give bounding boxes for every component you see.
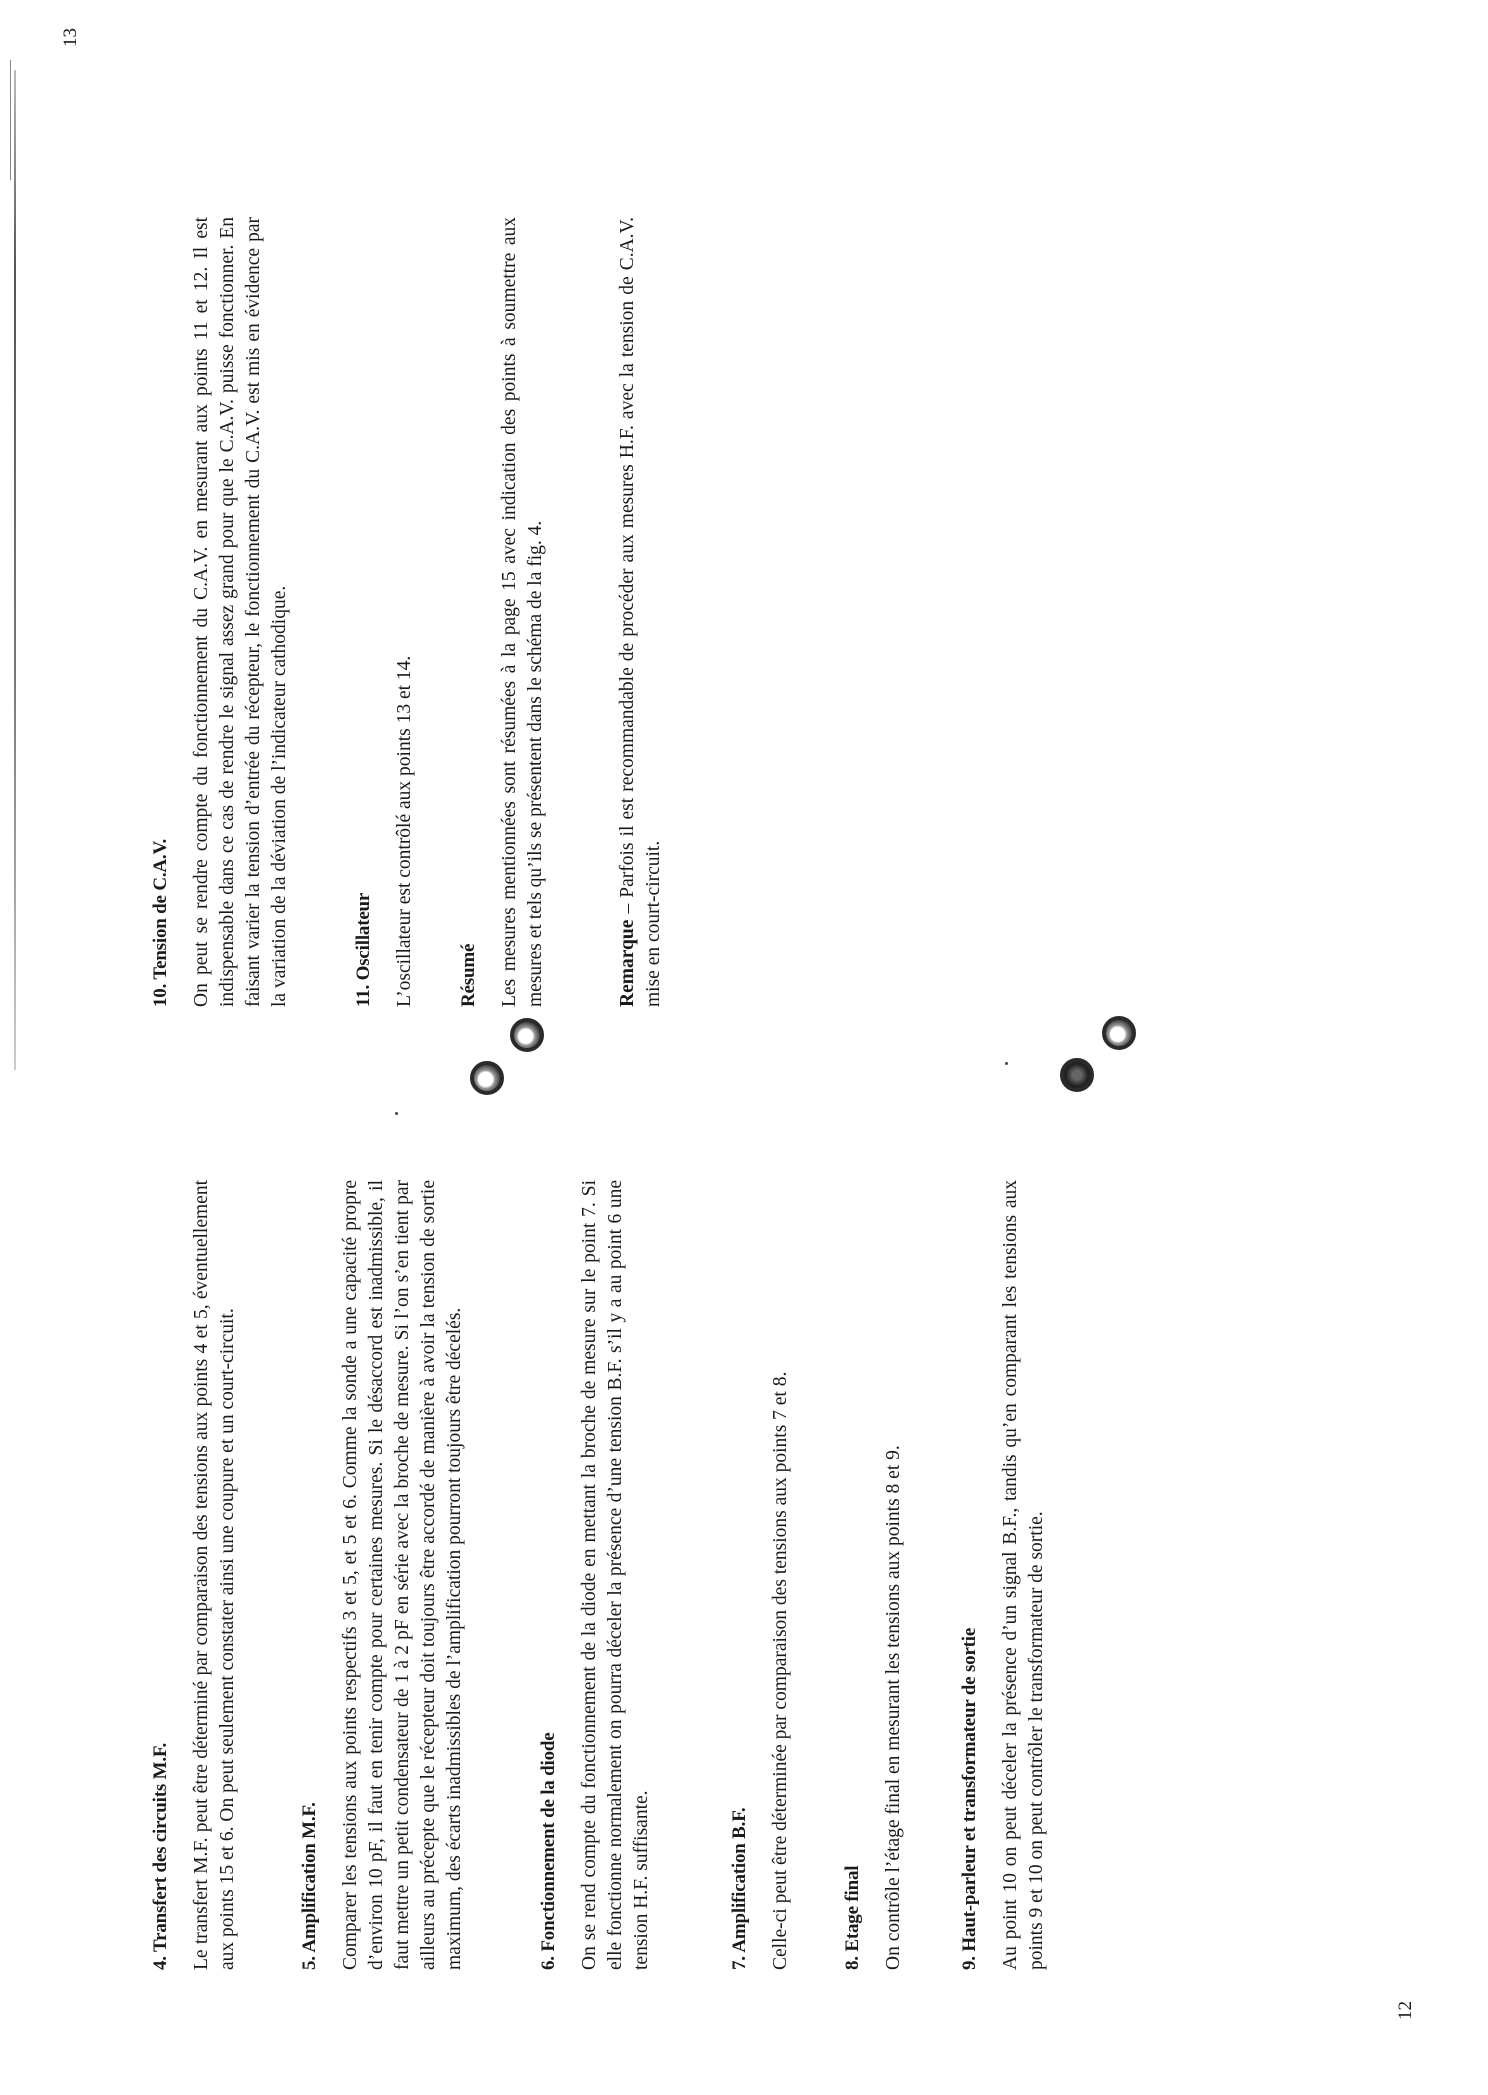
section-6 (538, 1180, 655, 1970)
section-8 (842, 1180, 907, 1970)
section-11-heading: 11. Oscillateur (353, 892, 374, 1007)
section-9 (959, 1180, 1050, 1970)
section-5-heading: 5. Amplification M.F. (299, 1802, 320, 1970)
section-7-text: Celle-ci peut être déterminée par comparaison des tensions aux points 7 et 8. (770, 1371, 791, 1970)
section-4-text: Le transfert M.F. peut être déterminé par comparaison des tensions aux points 4 et 5, éventuellement aux points 15 et 6. On peut seulement constater ainsi une coupure et un court-circuit. (191, 1180, 238, 1970)
section-11 (353, 217, 418, 1007)
page-number-12: 12 (1395, 2001, 1416, 2020)
page-13 (0, 0, 1488, 1047)
section-7-heading: 7. Amplification B.F. (729, 1807, 750, 1970)
section-5-text: Comparer les tensions aux points respectifs 3 et 5, et 5 et 6. Comme la sonde a une capacité propre d’environ 10 pF, il faut en tenir compte pour certaines mesures. Si le désaccord est inadmissible, il faut mettre un petit condensateur de 1 à 2 pF en série avec la broche de mesure. Si l’on s’en tient par ailleurs au précepte que le récepteur doit toujours être accordé de manière à avoir la tension de sortie maximum, des écarts inadmissibles de l’amplification pourront toujours être décelés. (340, 1180, 465, 1970)
remarque-text: – Parfois il est recommandable de procéder aux mesures H.F. avec la tension de C.A.V. mise en court-circuit. (617, 217, 664, 1007)
resume-text: Les mesures mentionnées sont résumées à la page 15 avec indication des points à soumettre aux mesures et tels qu’ils se présentent dans le schéma de la fig. 4. (499, 217, 546, 1007)
section-8-heading: 8. Etage final (842, 1865, 863, 1970)
page-number-13: 13 (60, 28, 81, 47)
remarque-label: Remarque (617, 919, 638, 1007)
remarque-paragraph (615, 217, 667, 1007)
resume-section (458, 217, 549, 1007)
section-11-text: L’oscillateur est contrôlé aux points 13 et 14. (394, 655, 415, 1007)
section-8-text: On contrôle l’étage final en mesurant les tensions aux points 8 et 9. (883, 1445, 904, 1970)
section-4 (150, 1180, 241, 1970)
speck-mark (1005, 1062, 1008, 1065)
section-5 (299, 1180, 468, 1970)
remarque-section (615, 217, 667, 1007)
section-6-text: On se rend compte du fonctionnement de la diode en mettant la broche de mesure sur le point 7. Si elle fonctionne normalement on pourra déceler la présence d’une tension B.F. s’il y a au point 6 une tension H.F. suffisante. (579, 1180, 652, 1970)
section-10-text: On peut se rendre compte du fonctionnement du C.A.V. en mesurant aux points 11 et 12. Il est indispensable dans ce cas de rendre le signal assez grand pour que le C.A.V. puisse fonctionner. En faisant varier la tension d’entrée du récepteur, le fonctionnement du C.A.V. est mis en évidence par la variation de la déviation de l’indicateur cathodique. (191, 217, 290, 1007)
punch-hole-icon (1102, 1016, 1136, 1050)
page-12-column (150, 1180, 1050, 1970)
section-9-text: Au point 10 on peut déceler la présence d’un signal B.F., tandis qu’en comparant les tensions aux points 9 et 10 on peut contrôler le transformateur de sortie. (1000, 1180, 1047, 1970)
section-6-heading: 6. Fonctionnement de la diode (538, 1732, 559, 1970)
punch-hole-icon (1060, 1058, 1094, 1092)
section-4-heading: 4. Transfert des circuits M.F. (150, 1742, 171, 1970)
page-12 (0, 1048, 1488, 2095)
section-10 (150, 217, 293, 1007)
section-10-heading: 10. Tension de C.A.V. (150, 838, 171, 1007)
section-7 (729, 1180, 794, 1970)
page-13-column (150, 217, 667, 1007)
punch-hole-icon (470, 1061, 504, 1095)
speck-mark (395, 1112, 398, 1115)
resume-heading: Résumé (458, 943, 479, 1007)
punch-hole-icon (510, 1018, 544, 1052)
section-9-heading: 9. Haut-parleur et transformateur de sortie (959, 1627, 980, 1970)
